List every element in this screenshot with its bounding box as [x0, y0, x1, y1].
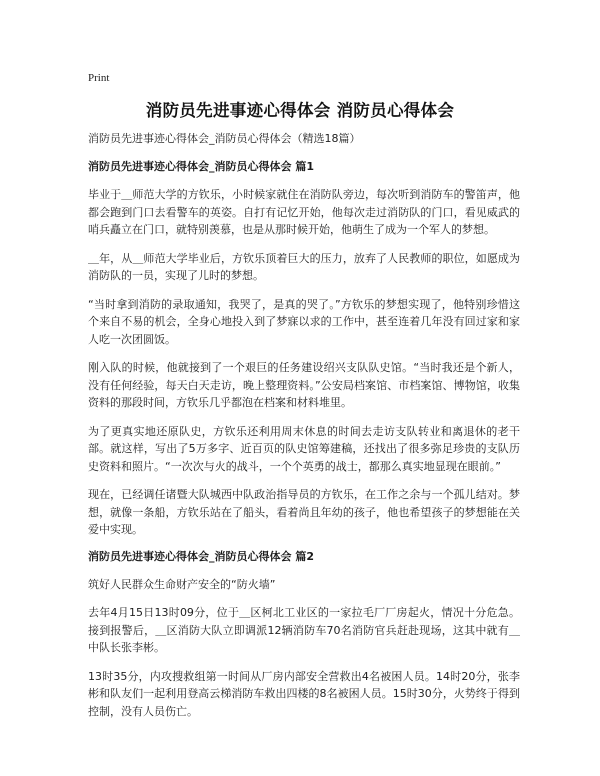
- paragraph: 刚入队的时候，他就接到了一个艰巨的任务建设绍兴支队队史馆。“当时我还是个新人，没有任何经验，每天白天走访，晚上整理资料。”公安局档案馆、市档案馆、博物馆，收集资料的那段时间，方钦乐几乎都泡在档案和材料堆里。: [88, 361, 520, 409]
- page-subtitle: 消防员先进事迹心得体会_消防员心得体会（精选18篇）: [88, 132, 361, 145]
- paragraph: 毕业于＿师范大学的方钦乐，小时候家就住在消防队旁边，每次听到消防车的警笛声，他都会跑到门口去看警车的英姿。自打有记忆开始，他每次走过消防队的门口，看见威武的哨兵矗立在门口，就特别羡慕，也是从那时候开始，他萌生了成为一个军人的梦想。: [88, 188, 520, 236]
- paragraph: 13时35分，内攻搜救组第一时间从厂房内部安全营救出4名被困人员。14时20分，张李彬和队友们一起利用登高云梯消防车救出四楼的8名被困人员。15时30分，火势终于得到控制，没有人员伤亡。: [88, 669, 520, 718]
- paragraph: 筑好人民群众生命财产安全的“防火墙”: [88, 577, 276, 591]
- paragraph: 为了更真实地还原队史，方钦乐还利用周末休息的时间去走访支队转业和离退休的老干部。就这样，写出了5万多字、近百页的队史馆筹建稿，还找出了很多弥足珍贵的支队历史资料和照片。“一次次与火的战斗，一个个英勇的战士，都那么真实地显现在眼前。”: [88, 424, 520, 473]
- page-title: 消防员先进事迹心得体会 消防员心得体会: [145, 101, 455, 120]
- print-label[interactable]: Print: [88, 72, 110, 84]
- paragraph: “当时拿到消防的录取通知，我哭了，是真的哭了。”方钦乐的梦想实现了，他特别珍惜这个来自不易的机会，全身心地投入到了梦寐以求的工作中，甚至连着几年没有回过家和家人吃一次团圆饭。: [88, 297, 520, 346]
- article-body: [88, 160, 520, 731]
- section-2: [88, 550, 520, 721]
- paragraph: ＿年，从＿师范大学毕业后，方钦乐顶着巨大的压力，放弃了人民教师的职位，如愿成为消防队的一员，实现了儿时的梦想。: [88, 251, 520, 282]
- section-heading: 消防员先进事迹心得体会_消防员心得体会 篇1: [88, 160, 314, 173]
- section-1: [88, 160, 520, 539]
- paragraph: 现在，已经调任诸暨大队城西中队政治指导员的方钦乐，在工作之余与一个孤儿结对。梦想，就像一条船，方钦乐站在了船头，看着尚且年幼的孩子，他也希望孩子的梦想能在关爱中实现。: [88, 488, 520, 536]
- paragraph: 去年4月15日13时09分，位于＿区柯北工业区的一家拉毛厂厂房起火，情况十分危急。接到报警后，＿区消防大队立即调派12辆消防车70名消防官兵赶赴现场，这其中就有＿中队长张李彬。: [88, 606, 520, 654]
- section-heading: 消防员先进事迹心得体会_消防员心得体会 篇2: [88, 549, 314, 563]
